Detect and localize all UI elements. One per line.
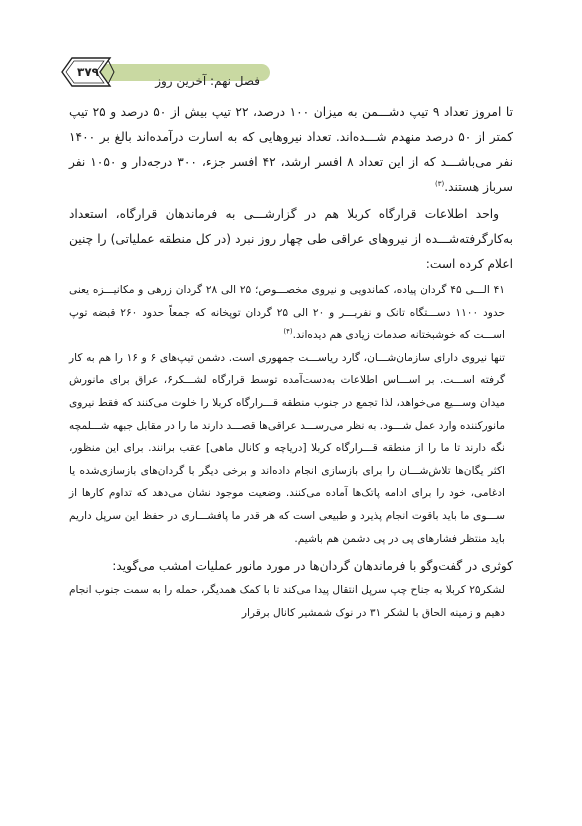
footnote-ref: (۳) — [435, 179, 445, 188]
quote-enemy-strength: ۴۱ الـــی ۴۵ گردان پیاده، کماندویی و نیروی مخصـــوص؛ ۲۵ الی ۲۸ گردان زرهی و مکانیـــزه یعنی حدود ۱۱۰۰ دســـتگاه تانک و نفربـــر و ۲۰ الی ۲۵ گردان توپخانه که جمعاً حدود ۲۶۰ قبضه توپ اســـت که خوشبختانه صدمات زیادی هم دیده‌اند.$^{(۴)}$ — [69, 284, 505, 342]
paragraph-intelligence-report: واحد اطلاعات قرارگاه کربلا هم در گزارشـــی به فرماندهان قرارگاه، استعداد به‌کارگرفته‌شـــده از نیروهای عراقی طی چهار روز نبرد (در کل منطقه عملیاتی) را چنین اعلام کرده است: — [69, 207, 513, 271]
chapter-title: فصل نهم: آخرین روز — [155, 74, 260, 88]
quote-maneuver-plan: لشکر۲۵ کربلا به جناح چپ سرپل انتقال پیدا می‌کند تا با کمک همدیگر، حمله را به سمت جنوب انجام دهیم و زمینه الحاق با لشکر ۳۱ در نوک شمشیر کانال برقرار — [69, 584, 505, 619]
quote-enemy-situation: تنها نیروی دارای سازمان‌شـــان، گارد ریاســـت جمهوری است. دشمن تیپ‌های ۶ و ۱۶ را هم به کار گرفته اســـت. بر اســـاس اطلاعات به‌دست‌آمده توسط قرارگاه لشـــکر۶، عراق برای مانورش میدان وســـیع می‌خواهد، لذا تجمع در جنوب منطقه قـــرارگاه کربلا را خلوت می‌کنند که فقط نیروی مانورکننده وارد عمل شـــود. به نظر می‌رســـد عراقی‌ها قصـــد دارند ما را در مقابل جبهه شـــلمچه نگه دارند تا ما را از منطقه قـــرارگاه کربلا [دریاچه و کانال ماهی] عقب برانند. برای این منظور، اکثر یگان‌ها تلاش‌شـــان را برای بازسازی انجام داده‌اند و برخی دیگر با گردان‌های بازسازی‌شده یا ادغامی، خود را برای ادامه پاتک‌ها آماده می‌کنند. وضعیت موجود نشان می‌دهد که تداوم کارها از ســـوی ما باید باقوت انجام پذیرد و طبیعی است که هر قدر ما پافشـــاری در حفظ این سرپل داریم باید منتظر فشارهای پی در پی دشمن هم باشیم. — [69, 351, 505, 545]
page-body — [69, 100, 513, 624]
paragraph-casualty-report: تا امروز تعداد ۹ تیپ دشـــمن به میزان ۱۰۰ درصد، ۲۲ تیپ بیش از ۵۰ درصد و ۲۵ تیپ کمتر از ۵۰ درصد منهدم شـــده‌اند. تعداد نیروهایی که به اسارت درآمده‌اند بالغ بر ۱۴۰۰ نفر می‌باشـــد که از این تعداد ۸ افسر ارشد، ۴۲ افسر جزء، ۳۰۰ درجه‌دار و ۱۰۵۰ نفر سرباز هستند.$^{(۳)}$ — [69, 105, 514, 194]
running-header — [60, 55, 270, 89]
footnote-ref: (۴) — [283, 327, 293, 336]
paragraph-kowsari-intro: کوثری در گفت‌وگو با فرماندهان گردان‌ها در مورد مانور عملیات امشب می‌گوید: — [112, 559, 513, 574]
chapter-title-band — [100, 64, 270, 88]
page-number: ۳۷۹ — [77, 65, 99, 79]
